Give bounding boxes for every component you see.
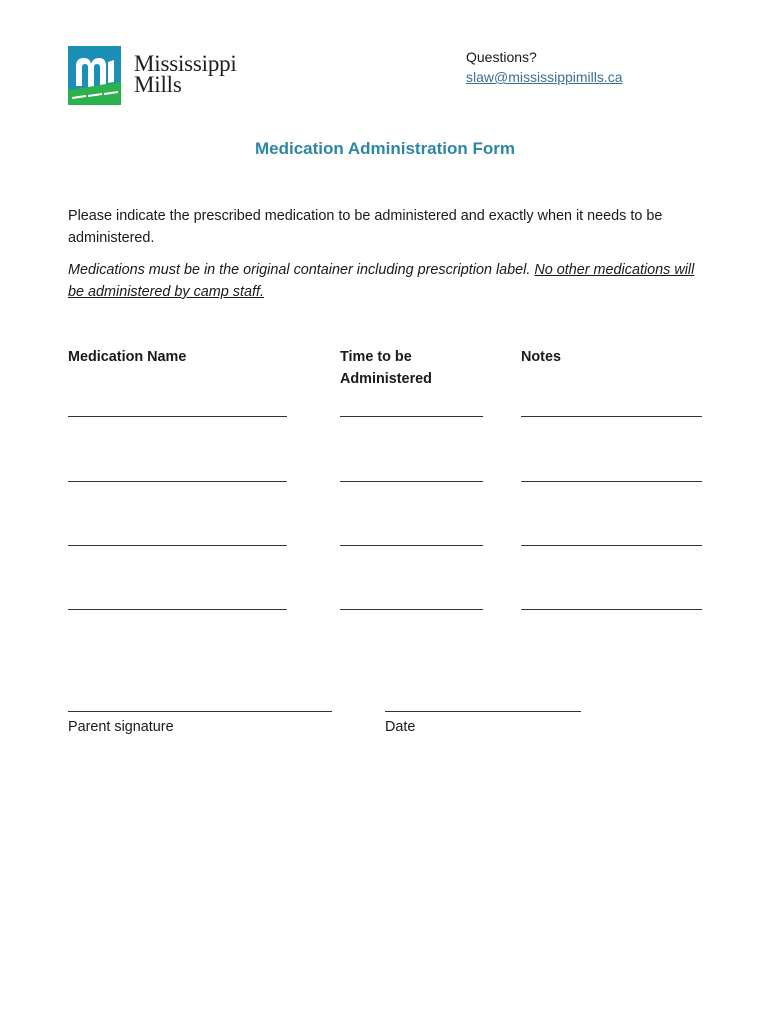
mississippi-mills-logo-mark-icon (68, 46, 121, 105)
mississippi-mills-logo (68, 46, 248, 108)
form-intro-text: Please indicate the prescribed medication to be administered and exactly when it needs to be administered. (68, 208, 663, 246)
parent-signature-field[interactable] (68, 711, 332, 712)
logo-wordmark-line1: Mississippi (134, 51, 237, 76)
time-field-1[interactable] (340, 416, 483, 417)
notes-field-4[interactable] (521, 609, 702, 610)
time-field-4[interactable] (340, 609, 483, 610)
column-header-time (340, 346, 432, 390)
date-label: Date (385, 719, 416, 735)
medication-notice-text: Medications must be in the original container including prescription label. (68, 262, 535, 278)
column-header-time-line1: Time to be (340, 349, 412, 365)
column-header-time-line2: Administered (340, 371, 432, 387)
medication-name-field-1[interactable] (68, 416, 287, 417)
medication-notice-emphasis: No other medications will be administered by camp staff. (68, 262, 695, 300)
medication-notice (68, 259, 708, 303)
notes-field-3[interactable] (521, 545, 702, 546)
notes-field-1[interactable] (521, 416, 702, 417)
medication-name-field-2[interactable] (68, 481, 287, 482)
medication-name-field-4[interactable] (68, 609, 287, 610)
parent-signature-label: Parent signature (68, 719, 174, 735)
time-field-2[interactable] (340, 481, 483, 482)
notes-field-2[interactable] (521, 481, 702, 482)
column-header-notes: Notes (521, 349, 561, 365)
form-title: Medication Administration Form (254, 139, 516, 158)
date-field[interactable] (385, 711, 581, 712)
logo-wordmark-line2: Mills (134, 72, 182, 97)
contact-email-link[interactable]: slaw@mississippimills.ca (466, 69, 623, 85)
time-field-3[interactable] (340, 545, 483, 546)
column-header-medication-name: Medication Name (68, 349, 187, 365)
contact-block (466, 47, 623, 87)
logo-wordmark (134, 53, 237, 95)
contact-label: Questions? (466, 49, 537, 65)
medication-name-field-3[interactable] (68, 545, 287, 546)
